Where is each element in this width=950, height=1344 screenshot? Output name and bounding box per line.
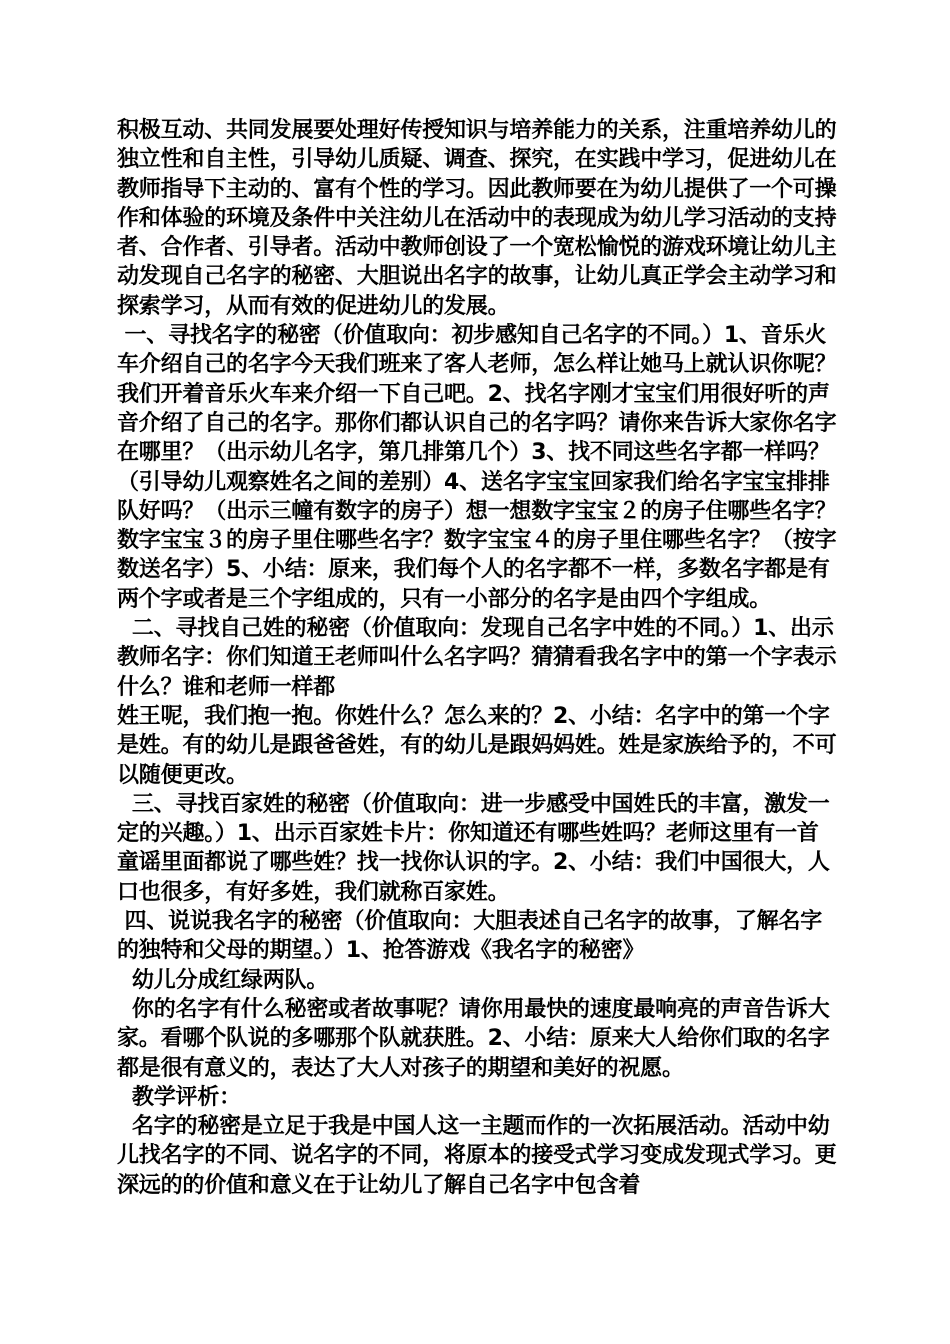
paragraph-evaluation-heading: 教学评析： — [117, 1084, 241, 1110]
paragraph-section-2-cont: 姓王呢，我们抱一抱。你姓什么？怎么来的？2、小结：名字中的第一个字是姓。有的幼儿是跟爸爸姓，有的幼儿是跟妈妈姓。姓是家族给予的，不可以随便更改。 — [117, 703, 837, 788]
paragraph-evaluation: 名字的秘密是立足于我是中国人这一主题而作的一次拓展活动。活动中幼儿找名字的不同、说名字的不同，将原本的接受式学习变成发现式学习。更深远的的价值和意义在于让幼儿了解自己名字中包含着 — [117, 1114, 837, 1198]
paragraph-intro: 积极互动、共同发展要处理好传授知识与培养能力的关系，注重培养幼儿的独立性和自主性，引导幼儿质疑、调查、探究，在实践中学习，促进幼儿在教师指导下主动的、富有个性的学习。因此教师要在为幼儿提供了一个可操作和体验的环境及条件中关注幼儿在活动中的表现成为幼儿学习活动的支持者、合作者、引导者。活动中教师创设了一个宽松愉悦的游戏环境让幼儿主动发现自己名字的秘密、大胆说出名字的故事，让幼儿真正学会主动学习和探索学习，从而有效的促进幼儿的发展。 — [117, 118, 837, 319]
paragraph-game: 你的名字有什么秘密或者故事呢？请你用最快的速度最响亮的声音告诉大家。看哪个队说的多哪那个队就获胜。2、小结：原来大人给你们取的名字都是很有意义的，表达了大人对孩子的期望和美好的祝愿。 — [117, 996, 830, 1081]
paragraph-teams: 幼儿分成红绿两队。 — [117, 967, 329, 993]
paragraph-section-2: 二、寻找自己姓的秘密（价值取向：发现自己名字中姓的不同。）1、出示教师名字：你们知道王老师叫什么名字吗？猜猜看我名字中的第一个字表示什么？谁和老师一样都 — [117, 616, 837, 700]
paragraph-section-4: 四、说说我名字的秘密（价值取向：大胆表述自己名字的故事，了解名字的独特和父母的期望。）1、抢答游戏《我名字的秘密》 — [117, 909, 823, 964]
paragraph-section-1: 一、寻找名字的秘密（价值取向：初步感知自己名字的不同。）1、音乐火车介绍自己的名字今天我们班来了客人老师，怎么样让她马上就认识你呢？我们开着音乐火车来介绍一下自己吧。2、找名字刚才宝宝们用很好听的声音介绍了自己的名字。那你们都认识自己的名字吗？请你来告诉大家你名字在哪里？（出示幼儿名字，第几排第几个）3、找不同这些名字都一样吗？（引导幼儿观察姓名之间的差别）4、送名字宝宝回家我们给名字宝宝排排队好吗？（出示三幢有数字的房子）想一想数字宝宝２的房子住哪些名字？数字宝宝３的房子里住哪些名字？数字宝宝４的房子里住哪些名字？（按字数送名字）5、小结：原来，我们每个人的名字都不一样，多数名字都是有两个字或者是三个字组成的，只有一小部分的名字是由四个字组成。 — [117, 323, 837, 612]
document-body — [117, 116, 837, 1200]
paragraph-section-3: 三、寻找百家姓的秘密（价值取向：进一步感受中国姓氏的丰富，激发一定的兴趣。）1、出示百家姓卡片：你知道还有哪些姓吗？老师这里有一首童谣里面都说了哪些姓？找一找你认识的字。2、小结：我们中国很大，人口也很多，有好多姓，我们就称百家姓。 — [117, 791, 830, 905]
